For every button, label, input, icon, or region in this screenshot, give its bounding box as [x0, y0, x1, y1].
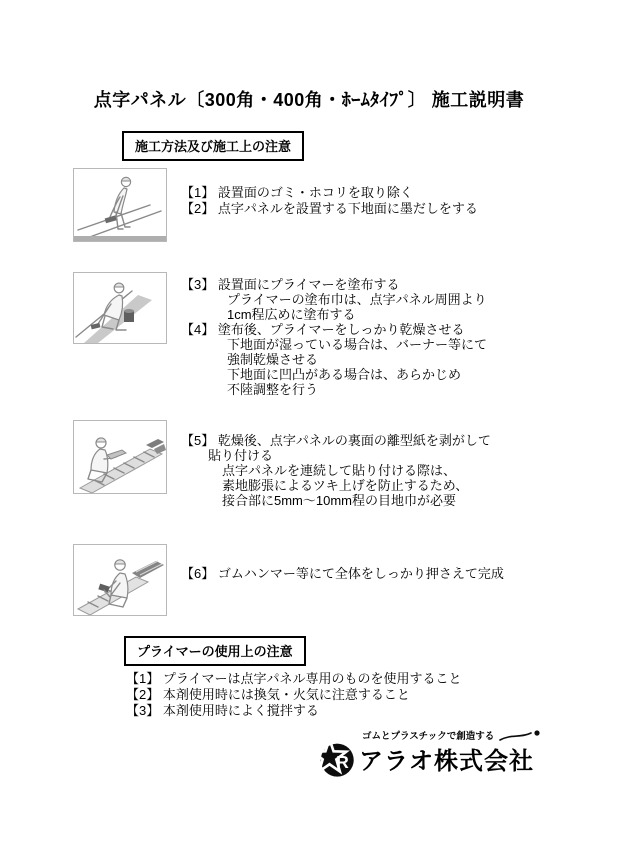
step-line: 不陸調整を行う — [227, 382, 319, 397]
section-header-primer-label: プライマーの使用上の注意 — [137, 644, 293, 659]
steps-1-2 — [181, 185, 478, 217]
worker-sweeping-icon — [74, 169, 166, 241]
company-name: アラオ株式会社 — [359, 748, 534, 775]
primer-notes-list — [126, 671, 461, 719]
step-line: 下地面が湿っている場合は、バーナー等にて — [227, 337, 488, 352]
step-line: 下地面に凹凸がある場合は、あらかじめ — [227, 367, 462, 382]
illustration-worker-priming — [73, 272, 167, 344]
step-line: 【4】 塗布後、プライマーをしっかり乾燥させる — [181, 322, 465, 337]
steps-6 — [181, 566, 504, 581]
section-header-construction-label: 施工方法及び施工上の注意 — [135, 139, 292, 154]
step-line: 【3】 設置面にプライマーを塗布する — [181, 277, 400, 292]
primer-note: 【3】 本剤使用時によく撹拌する — [126, 703, 319, 718]
worker-laying-panels-icon — [74, 421, 166, 493]
step-line: 【6】 ゴムハンマー等にて全体をしっかり押さえて完成 — [181, 566, 504, 581]
page-title: 点字パネル〔300角・400角・ﾎｰﾑﾀｲﾌﾟ〕 施工説明書 — [93, 90, 525, 110]
illustration-worker-laying-panels — [73, 420, 167, 494]
primer-note: 【2】 本剤使用時には換気・火気に注意すること — [126, 687, 410, 702]
step-line: 1cm程広めに塗布する — [227, 307, 356, 322]
step-line: プライマーの塗布巾は、点字パネル周囲より — [227, 292, 487, 307]
step-line: 【5】 乾燥後、点字パネルの裏面の離型紙を剥がして — [181, 433, 491, 448]
section-header-primer — [124, 636, 306, 666]
steps-5 — [181, 433, 491, 508]
illustration-worker-sweeping — [73, 168, 167, 242]
worker-hammering-icon — [74, 545, 166, 615]
step-line: 接合部に5mm～10mm程の目地巾が必要 — [222, 493, 457, 508]
logo-letter: R — [336, 751, 349, 772]
company-logo-block — [310, 726, 570, 788]
step-line: 貼り付ける — [208, 448, 274, 463]
company-tagline-text: ゴムとプラスチックで創造する — [362, 731, 495, 742]
step-line: 点字パネルを連続して貼り付ける際は、 — [222, 463, 457, 478]
primer-note: 【1】 プライマーは点字パネル専用のものを使用すること — [126, 671, 462, 686]
step-line: 【2】 点字パネルを設置する下地面に墨だしをする — [181, 201, 478, 216]
worker-priming-icon — [74, 273, 166, 343]
arao-star-r-logo-icon — [313, 737, 357, 781]
illustration-worker-hammering — [73, 544, 167, 616]
step-line: 強制乾燥させる — [227, 352, 319, 367]
step-line: 素地膨張によるツキ上げを防止するため、 — [222, 478, 469, 493]
section-header-construction — [122, 131, 304, 161]
step-line: 【1】 設置面のゴミ・ホコリを取り除く — [181, 185, 413, 200]
steps-3-4 — [181, 277, 487, 397]
